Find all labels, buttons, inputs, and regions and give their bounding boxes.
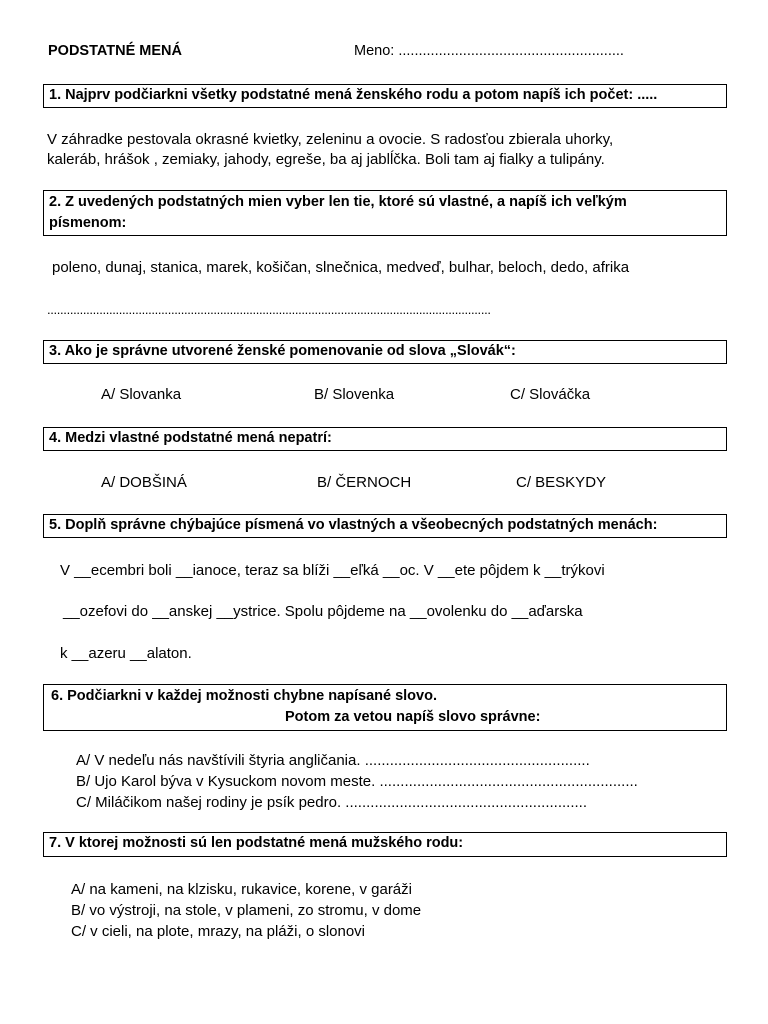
task-6-option-c: C/ Miláčikom našej rodiny je psík pedro. ..........................................................	[76, 794, 587, 811]
task-4-option-c: C/ BESKYDY	[516, 474, 607, 491]
task-3-option-b: B/ Slovenka	[314, 386, 395, 403]
task-6-heading-line-2: Potom za vetou napíš slovo správne:	[285, 709, 541, 725]
task-1-heading: 1. Najprv podčiarkni všetky podstatné mená ženského rodu a potom napíš ich počet: .....	[49, 87, 658, 103]
task-7-option-c: C/ v cieli, na plote, mrazy, na pláži, o slonovi	[71, 923, 366, 940]
task-1-text-line-2: kaleráb, hrášok , zemiaky, jahody, egreše, ba aj jablĺčka. Boli tam aj fialky a tulipány.	[47, 151, 605, 168]
task-4-heading-box	[43, 427, 727, 451]
task-4-option-b: B/ ČERNOCH	[317, 474, 412, 491]
task-3-heading-box	[43, 340, 727, 364]
task-7-heading: 7. V ktorej možnosti sú len podstatné mená mužského rodu:	[49, 835, 464, 851]
task-7-option-a: A/ na kameni, na klzisku, rukavice, korene, v garáži	[71, 881, 412, 898]
task-3-heading: 3. Ako je správne utvorené ženské pomenovanie od slova „Slovák“:	[49, 343, 516, 359]
task-1-text-line-1: V záhradke pestovala okrasné kvietky, zeleninu a ovocie. S radosťou zbierala uhorky,	[47, 131, 614, 148]
task-3-option-c: C/ Slováčka	[510, 386, 591, 403]
worksheet-title: PODSTATNÉ MENÁ	[48, 43, 182, 59]
task-2-heading-line-2: písmenom:	[49, 215, 127, 231]
task-6-option-a: A/ V nedeľu nás navštívili štyria angličania. ......................................................	[76, 752, 590, 769]
task-5-line-3: k __azeru __alaton.	[60, 645, 192, 662]
task-2-answer-line: ........................................................................................................................................	[47, 302, 491, 317]
task-1-heading-box	[43, 84, 727, 108]
task-5-heading: 5. Doplň správne chýbajúce písmená vo vlastných a všeobecných podstatných menách:	[49, 517, 658, 533]
task-6-option-b: B/ Ujo Karol býva v Kysuckom novom meste. ..............................................................	[76, 773, 638, 790]
task-5-heading-box	[43, 514, 727, 538]
task-2-heading-box	[43, 190, 727, 236]
task-3-option-a: A/ Slovanka	[101, 386, 182, 403]
task-4-heading: 4. Medzi vlastné podstatné mená nepatrí:	[49, 430, 332, 446]
task-6-heading-box	[43, 684, 727, 731]
name-field-label: Meno: ........................................................	[354, 43, 624, 59]
task-2-heading-line-1: 2. Z uvedených podstatných mien vyber len tie, ktoré sú vlastné, a napíš ich veľkým	[49, 194, 627, 210]
task-7-heading-box	[43, 832, 727, 857]
task-4-option-a: A/ DOBŠINÁ	[101, 474, 187, 491]
task-6-heading-line-1: 6. Podčiarkni v každej možnosti chybne napísané slovo.	[51, 688, 437, 704]
task-7-option-b: B/ vo výstroji, na stole, v plameni, zo stromu, v dome	[71, 902, 422, 919]
task-5-line-2: __ozefovi do __anskej __ystrice. Spolu pôjdeme na __ovolenku do __aďarska	[63, 603, 583, 620]
task-2-word-list: poleno, dunaj, stanica, marek, košičan, slnečnica, medveď, bulhar, beloch, dedo, afrika	[52, 259, 630, 276]
task-5-line-1: V __ecembri boli __ianoce, teraz sa blíži __eľká __oc. V __ete pôjdem k __trýkovi	[60, 562, 605, 579]
